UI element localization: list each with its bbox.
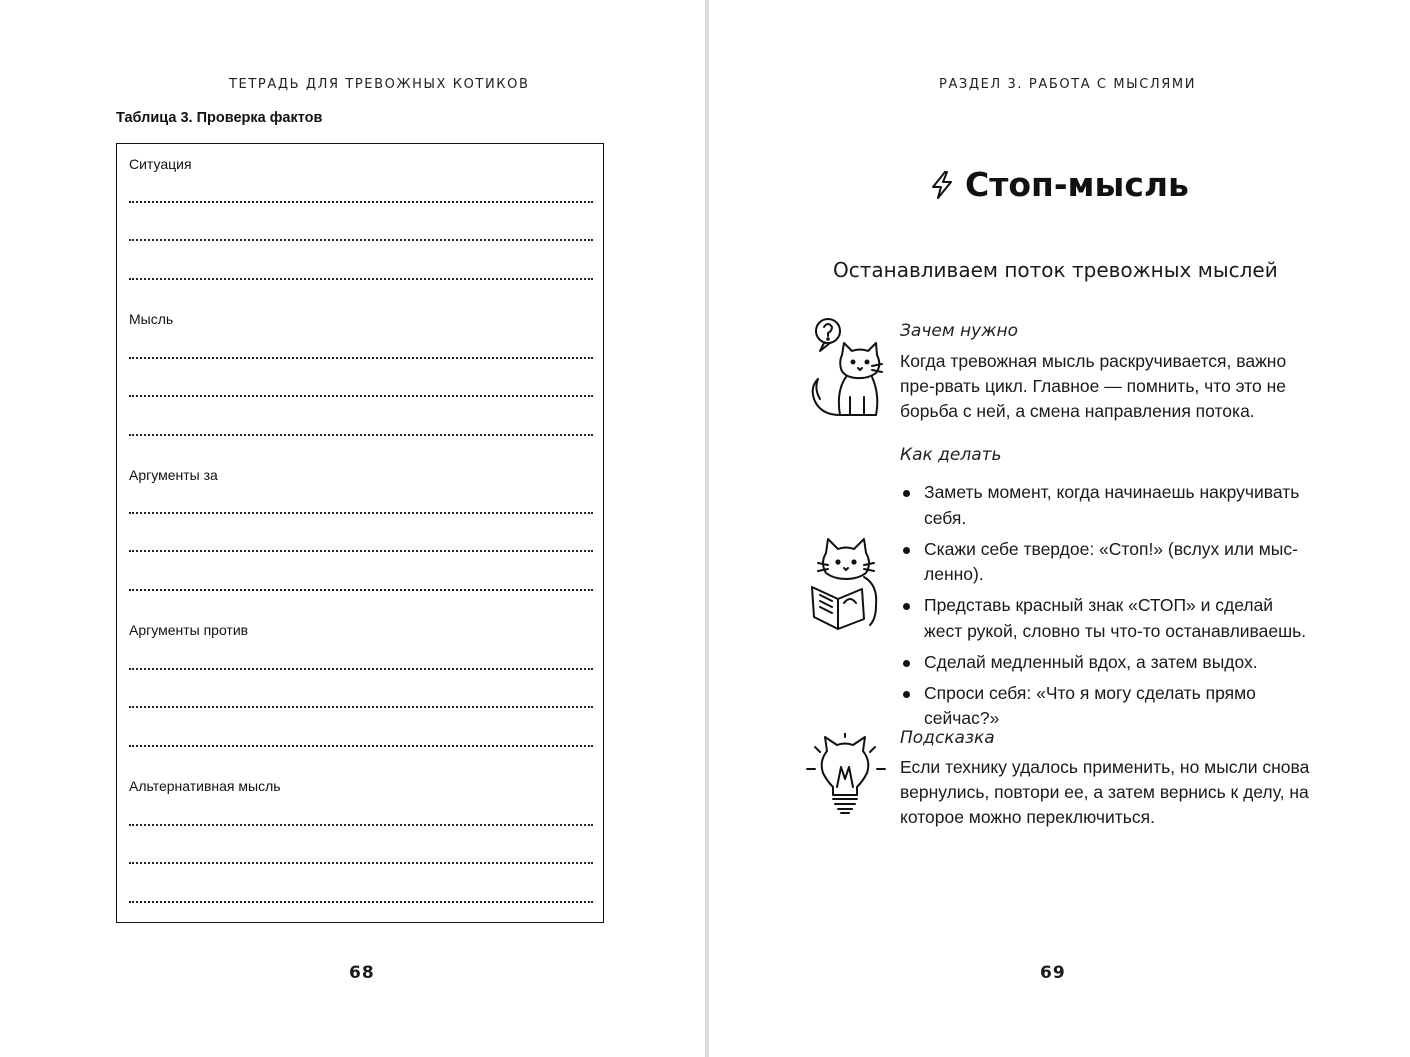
write-line[interactable] <box>129 512 593 514</box>
section-label-args-against: Аргументы против <box>129 622 249 638</box>
why-heading: Зачем нужно <box>900 321 1019 341</box>
bullet-icon <box>903 547 910 554</box>
bullet-icon <box>903 490 910 497</box>
section-label-alternative: Альтернативная мысль <box>129 778 281 794</box>
list-item: Спроси себя: «Что я могу сделать прямо сейчас?» <box>900 681 1310 732</box>
write-line[interactable] <box>129 901 593 903</box>
section-label-situation: Ситуация <box>129 156 192 172</box>
list-item: Заметь момент, когда начинаешь накручивать себя. <box>900 480 1310 531</box>
write-line[interactable] <box>129 589 593 591</box>
write-line[interactable] <box>129 824 593 826</box>
why-text: Когда тревожная мысль раскручивается, важно пре-рвать цикл. Главное — помнить, что это не борьба с ней, а смена направления потока. <box>900 351 1287 421</box>
steps-list <box>900 480 1310 737</box>
title-block <box>929 165 1189 204</box>
running-head: РАЗДЕЛ 3. РАБОТА С МЫСЛЯМИ <box>939 77 1197 92</box>
bullet-icon <box>903 660 910 667</box>
write-line[interactable] <box>129 550 593 552</box>
section-label-thought: Мысль <box>129 311 174 327</box>
bullet-icon <box>903 691 910 698</box>
page-number: 68 <box>349 963 375 983</box>
question-cat-icon <box>806 315 886 423</box>
right-page <box>709 0 1410 1057</box>
page-title: Стоп-мысль <box>965 165 1189 204</box>
subtitle: Останавливаем поток тревожных мыслей <box>833 258 1278 282</box>
write-line[interactable] <box>129 745 593 747</box>
how-heading: Как делать <box>900 445 1002 465</box>
reading-cat-icon <box>806 535 886 631</box>
write-line[interactable] <box>129 278 593 280</box>
write-line[interactable] <box>129 395 593 397</box>
list-item: Представь красный знак «СТОП» и сделай жест рукой, словно ты что-то останавливаешь. <box>900 593 1310 644</box>
running-head: ТЕТРАДЬ ДЛЯ ТРЕВОЖНЫХ КОТИКОВ <box>229 77 530 92</box>
list-item: Скажи себе твердое: «Стоп!» (вслух или мыс-ленно). <box>900 537 1310 588</box>
lightning-icon <box>929 170 955 200</box>
page-number: 69 <box>1040 963 1066 983</box>
section-label-args-for: Аргументы за <box>129 467 218 483</box>
hint-heading: Подсказка <box>900 728 995 748</box>
write-line[interactable] <box>129 239 593 241</box>
write-line[interactable] <box>129 862 593 864</box>
table-caption: Таблица 3. Проверка фактов <box>116 110 323 126</box>
list-item: Сделай медленный вдох, а затем выдох. <box>900 650 1310 676</box>
lightbulb-cat-icon <box>805 733 887 819</box>
bullet-icon <box>903 603 910 610</box>
hint-text: Если технику удалось применить, но мысли снова вернулись, повтори ее, а затем вернись к делу, на которое можно переключиться. <box>900 757 1310 827</box>
fact-check-table <box>116 143 604 923</box>
write-line[interactable] <box>129 201 593 203</box>
write-line[interactable] <box>129 434 593 436</box>
write-line[interactable] <box>129 668 593 670</box>
write-line[interactable] <box>129 357 593 359</box>
write-line[interactable] <box>129 706 593 708</box>
